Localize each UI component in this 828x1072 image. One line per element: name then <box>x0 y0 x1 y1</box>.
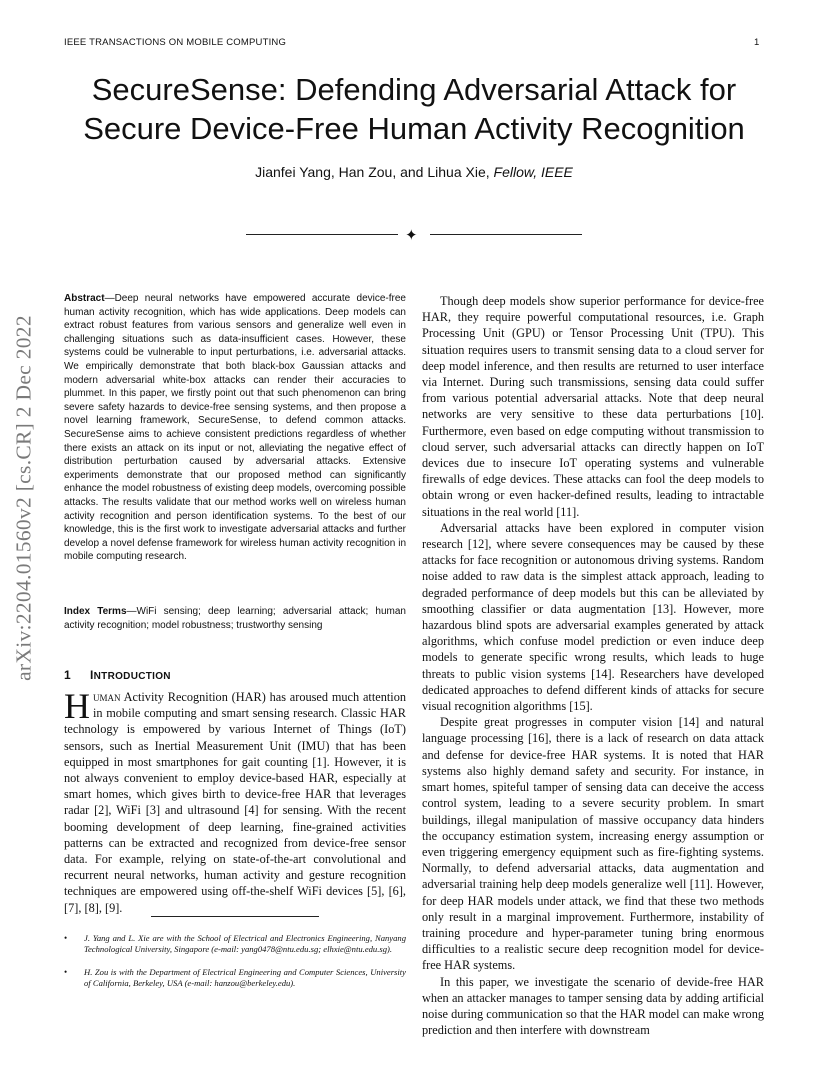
abstract-label: Abstract <box>64 293 105 304</box>
paragraph: Though deep models show superior performance for device-free HAR, they require powerful computational resources, i.e. Graph Processing Unit (GPU) or Tensor Processing Unit (TPU). This situation requires users to transmit sensing data to a cloud server for deep model inference, and then results are returned to user interface via Internet. During such transmissions, sensing data could suffer from various potential adversarial attacks. Note that deep neural networks are very sensitive to these data perturbations [10]. Furthermore, even based on edge computing without transmission to cloud server, such adversarial attacks can directly happen on IoT devices due to insecure IoT operating systems and vulnerable firewalls of edge devices. These attacks can fool the deep models to obtain wrong or even hacker-defined results, leading to intractable situations in the real world [11]. <box>422 294 764 519</box>
right-column <box>422 293 764 1038</box>
introduction-paragraph <box>64 686 406 916</box>
intro-lead: uman <box>93 690 121 704</box>
section-number: 1 <box>64 668 71 682</box>
author-fellow: Fellow, IEEE <box>493 164 573 180</box>
intro-text: Activity Recognition (HAR) has aroused much attention in mobile computing and smart sensing research. Classic HAR technology is empowered by various Internet of Things (IoT) sensors, such as Inertial Measurement Unit (IMU) that has been equipped in most smartphones for gait counting [1]. However, it is not always convenient to employ device-based HAR, especially at smart homes, which gives birth to device-free HAR that leverages radar [2], WiFi [3] and ultrasound [4] for sensing. With the recent booming development of deep learning, fine-grained activities patterns can be extracted and recognized from device-free sensor data. For example, relying on state-of-the-art convolutional and recurrent neural networks, human activity and gesture recognition techniques are empowered using off-the-shelf WiFi devices [5], [6], [7], [8], [9]. <box>64 690 406 915</box>
paragraph: Despite great progresses in computer vision [14] and natural language processing [16], there is a lack of research on data attack and defense for device-free HAR systems. It is noted that HAR systems also highly demand safety and security. For instance, in smart homes, spiteful tamper of sensing data can deceive the access control system, leading to a severe security problem. In smart buildings, illegal manipulation of massive occupancy data hinders the occupancy estimation system, increasing energy assumption or even triggering emergency equipment such as fire-fighting systems. Normally, to defend adversarial attacks, data augmentation and adversarial training help deep models generalize well [11]. However, for deep HAR models under attack, we find that these two methods only result in a marginal improvement. Furthermore, instability of training procedure and hyper-parameter tuning bring enormous difficulties to a realistic secure deep recognition model for device-free HAR systems. <box>422 715 764 973</box>
drop-cap: H <box>64 686 90 726</box>
title-line-1: SecureSense: Defending Adversarial Attack for <box>91 72 737 107</box>
separator-rule-left <box>246 234 398 235</box>
arxiv-sidebar <box>6 298 42 698</box>
page-number: 1 <box>754 37 760 48</box>
footnote-text: H. Zou is with the Department of Electrical Engineering and Computer Sciences, University of California, Berkeley, USA (e-mail: hanzou@berkeley.edu). <box>84 967 406 988</box>
arxiv-identifier: arXiv:2204.01560v2 [cs.CR] 2 Dec 2022 <box>11 315 36 681</box>
footnote-rule <box>151 916 319 917</box>
title-line-2: Secure Device-Free Human Activity Recognition <box>83 111 745 146</box>
index-terms-text: —WiFi sensing; deep learning; adversarial attack; human activity recognition; model robustness; trustworthy sensing <box>64 606 406 631</box>
index-terms-label: Index Terms <box>64 606 127 617</box>
footnote-text: J. Yang and L. Xie are with the School of Electrical and Electronics Engineering, Nanyang Technological University, Singapore (e-mail: yang0478@ntu.edu.sg; elhxie@ntu.edu.sg). <box>84 933 406 954</box>
section-title-rest: NTRODUCTION <box>93 671 171 682</box>
section-heading-introduction <box>64 668 171 682</box>
paper-title <box>40 70 788 148</box>
index-terms <box>64 605 406 632</box>
separator-diamond-icon: ✦ <box>405 228 418 244</box>
footnote-affiliation-2 <box>64 967 406 989</box>
author-list <box>40 164 788 180</box>
footnote-bullet: • <box>64 933 68 943</box>
separator-rule-right <box>430 234 582 235</box>
section-title-initial: I <box>90 668 94 682</box>
paragraph: Adversarial attacks have been explored in computer vision research [12], where severe consequences may be caused by these attacks for face recognition or autonomous driving systems. Random noise added to raw data is the simplest attack approach, leading to degraded performance of deep models but this can be alleviated by smoothing classifier or data augmentation [13]. However, more hazardous blind spots are adversarial examples generated by attack algorithms, which confuse model prediction or even induce deep models to generate specific wrong results, which leads to huge threats to public vision systems [14]. Researchers have developed dedicated approaches to defend different kinds of attacks for secure visual recognition algorithms [15]. <box>422 520 764 714</box>
footnote-affiliation-1 <box>64 933 406 955</box>
abstract <box>64 292 406 564</box>
paragraph: In this paper, we investigate the scenario of devide-free HAR when an attacker manages to tamper sensing data by adding artificial noise during communication so that the HAR model can make wrong prediction and then interfere with downstream <box>422 974 764 1038</box>
footnote-bullet: • <box>64 967 68 977</box>
abstract-text: —Deep neural networks have empowered accurate device-free human activity recognition, which has wide applications. Deep models can extract robust features from various sensors and generalize well even in challenging situations such as data-insufficient cases. However, these systems could be vulnerable to input perturbations, i.e. adversarial attacks. We empirically demonstrate that both black-box Gaussian attacks and modern adversarial white-box attacks can render their accuracies to plummet. In this paper, we firstly point out that such phenomenon can bring severe safety hazards to device-free sensing systems, and then propose a novel learning framework, SecureSense, to defend common attacks. SecureSense aims to achieve consistent predictions regardless of whether there exists an attack on its input or not, alleviating the negative effect of distribution perturbation caused by adversarial attacks. Extensive experiments demonstrate that our proposed method can significantly enhance the model robustness of existing deep models, overcoming possible attacks. The results validate that our method works well on wireless human activity recognition and person identification systems. To the best of our knowledge, this is the first work to investigate adversarial attacks and further develop a novel defense framework for wireless human activity recognition in mobile computing research. <box>64 293 406 563</box>
journal-header: IEEE TRANSACTIONS ON MOBILE COMPUTING <box>64 37 287 48</box>
author-names: Jianfei Yang, Han Zou, and Lihua Xie, <box>255 164 494 180</box>
